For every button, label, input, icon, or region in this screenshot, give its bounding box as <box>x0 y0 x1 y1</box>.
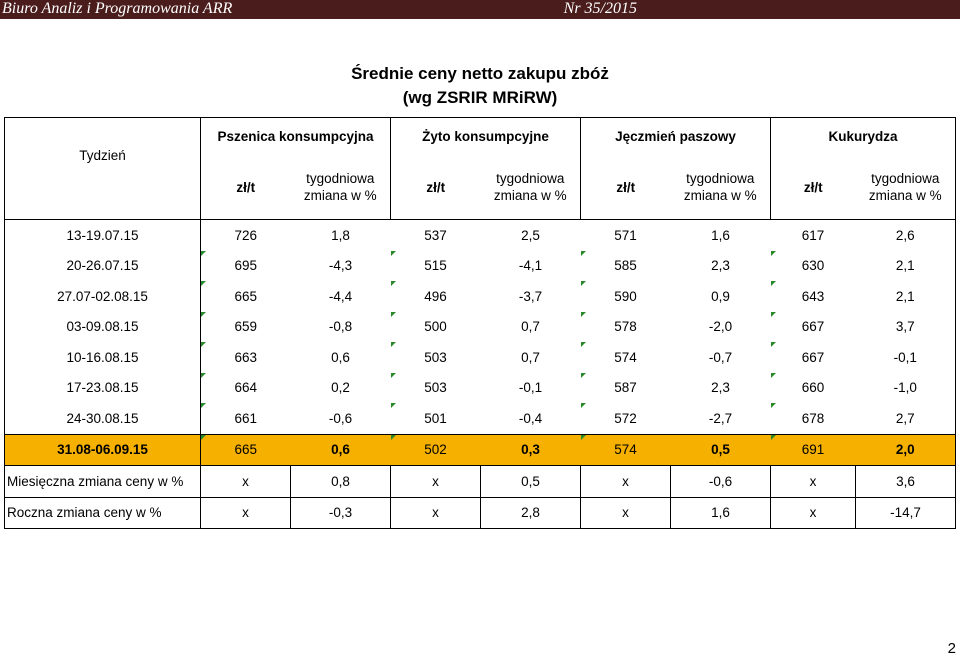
price-cell: 678 <box>771 403 856 434</box>
group-header: Jęczmień paszowy <box>581 118 771 156</box>
table-row <box>5 403 956 434</box>
summary-cell: x <box>201 497 291 529</box>
week-cell: 13-19.07.15 <box>5 220 201 251</box>
price-cell: 502 <box>391 434 481 466</box>
summary-cell: x <box>201 466 291 498</box>
week-cell: 17-23.08.15 <box>5 373 201 404</box>
change-cell: 2,5 <box>521 227 540 243</box>
week-cell: 10-16.08.15 <box>5 342 201 373</box>
price-header: zł/t <box>201 155 291 219</box>
price-header: zł/t <box>771 155 856 219</box>
price-cell: 630 <box>771 251 856 282</box>
header-org: Biuro Analiz i Programowania ARR <box>2 0 233 17</box>
summary-cell: 0,5 <box>481 466 581 498</box>
week-cell: 27.07-02.08.15 <box>5 281 201 312</box>
change-cell: -1,0 <box>856 373 956 404</box>
price-cell: 537 <box>424 227 447 243</box>
change-cell: 2,3 <box>711 258 730 274</box>
price-cell: 574 <box>581 434 671 466</box>
price-cell: 500 <box>391 312 481 343</box>
price-header: zł/t <box>391 155 481 219</box>
price-cell: 691 <box>771 434 856 466</box>
change-cell: -4,4 <box>328 288 353 304</box>
summary-cell: 1,6 <box>671 497 771 529</box>
price-cell: 726 <box>234 227 258 243</box>
change-cell: -0,7 <box>708 349 733 365</box>
week-cell: 03-09.08.15 <box>5 312 201 343</box>
price-cell: 503 <box>391 373 481 404</box>
price-cell: 695 <box>201 251 291 282</box>
header-issue: Nr 35/2015 <box>563 0 637 17</box>
change-cell: 0,2 <box>331 380 350 396</box>
price-cell: 587 <box>581 373 671 404</box>
change-header: tygodniowa zmiana w % <box>671 155 771 219</box>
price-cell: 665 <box>201 434 291 466</box>
change-cell: 2,1 <box>856 251 956 282</box>
price-cell: 660 <box>771 373 856 404</box>
change-cell: 0,5 <box>671 434 771 466</box>
group-header: Kukurydza <box>771 118 956 156</box>
price-cell: 590 <box>581 281 671 312</box>
change-cell: 1,6 <box>711 227 730 243</box>
change-cell: 2,7 <box>856 403 956 434</box>
price-cell: 501 <box>391 403 481 434</box>
week-cell: 24-30.08.15 <box>5 403 201 434</box>
price-cell: 515 <box>391 251 481 282</box>
summary-cell: -14,7 <box>856 497 956 529</box>
table-row <box>5 434 956 466</box>
summary-cell: -0,3 <box>291 497 391 529</box>
week-cell: 31.08-06.09.15 <box>5 434 201 466</box>
summary-cell: 2,8 <box>481 497 581 529</box>
price-cell: 663 <box>201 342 291 373</box>
price-cell: 664 <box>201 373 291 404</box>
table-row <box>5 281 956 312</box>
group-header: Żyto konsumpcyjne <box>391 118 581 156</box>
change-cell: 2,0 <box>856 434 956 466</box>
summary-cell: x <box>771 497 856 529</box>
prices-table <box>4 117 956 529</box>
summary-row <box>5 497 956 529</box>
price-cell: 572 <box>581 403 671 434</box>
summary-cell: x <box>771 466 856 498</box>
page-title: Średnie ceny netto zakupu zbóż <box>351 64 609 83</box>
table-row <box>5 373 956 404</box>
change-cell: 1,8 <box>331 227 350 243</box>
summary-row <box>5 466 956 498</box>
price-cell: 617 <box>801 227 825 243</box>
summary-cell: 3,6 <box>856 466 956 498</box>
change-header: tygodniowa zmiana w % <box>481 155 581 219</box>
summary-cell: x <box>391 497 481 529</box>
price-cell: 503 <box>391 342 481 373</box>
price-cell: 574 <box>581 342 671 373</box>
price-cell: 578 <box>581 312 671 343</box>
change-cell: 2,6 <box>856 220 956 251</box>
price-cell: 661 <box>201 403 291 434</box>
page-number: 2 <box>947 640 956 657</box>
change-cell: -0,1 <box>856 342 956 373</box>
summary-label: Roczna zmiana ceny w % <box>5 497 201 529</box>
change-cell: -0,1 <box>518 380 543 396</box>
price-cell: 496 <box>391 281 481 312</box>
change-cell: -0,6 <box>328 410 353 426</box>
change-cell: -3,7 <box>518 288 543 304</box>
change-cell: 0,7 <box>521 349 540 365</box>
summary-label: Miesięczna zmiana ceny w % <box>5 466 201 498</box>
change-cell: 0,6 <box>331 349 350 365</box>
change-cell: 0,6 <box>291 434 391 466</box>
table-row <box>5 220 956 251</box>
table-row <box>5 251 956 282</box>
change-cell: -0,4 <box>518 410 543 426</box>
change-cell: -4,3 <box>328 258 353 274</box>
change-cell: 2,1 <box>856 281 956 312</box>
price-header: zł/t <box>581 155 671 219</box>
summary-cell: x <box>581 466 671 498</box>
document-header <box>0 0 960 19</box>
change-cell: -2,7 <box>708 410 733 426</box>
change-cell: 3,7 <box>856 312 956 343</box>
page-subtitle: (wg ZSRIR MRiRW) <box>402 88 558 107</box>
price-cell: 659 <box>201 312 291 343</box>
change-cell: -2,0 <box>708 319 733 335</box>
summary-cell: x <box>581 497 671 529</box>
change-cell: 0,9 <box>711 288 730 304</box>
change-cell: 2,3 <box>711 380 730 396</box>
change-cell: 0,7 <box>521 319 540 335</box>
table-row <box>5 342 956 373</box>
change-cell: 0,3 <box>481 434 581 466</box>
table-row <box>5 312 956 343</box>
change-header: tygodniowa zmiana w % <box>856 155 956 219</box>
change-cell: -4,1 <box>518 258 543 274</box>
week-header: Tydzień <box>5 118 201 220</box>
group-header: Pszenica konsumpcyjna <box>201 118 391 156</box>
price-cell: 585 <box>581 251 671 282</box>
summary-cell: x <box>391 466 481 498</box>
price-cell: 667 <box>771 312 856 343</box>
price-cell: 665 <box>201 281 291 312</box>
summary-cell: 0,8 <box>291 466 391 498</box>
summary-cell: -0,6 <box>671 466 771 498</box>
price-cell: 571 <box>614 227 637 243</box>
week-cell: 20-26.07.15 <box>5 251 201 282</box>
change-header: tygodniowa zmiana w % <box>291 155 391 219</box>
price-cell: 643 <box>771 281 856 312</box>
price-cell: 667 <box>771 342 856 373</box>
change-cell: -0,8 <box>328 319 353 335</box>
